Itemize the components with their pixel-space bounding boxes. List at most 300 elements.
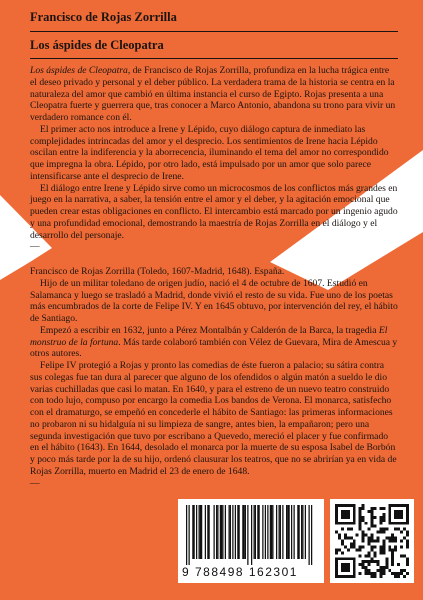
qr-module <box>406 563 409 566</box>
qr-module <box>359 528 362 531</box>
qr-module <box>373 551 376 554</box>
qr-module <box>368 542 371 545</box>
qr-module <box>347 513 350 516</box>
qr-module <box>382 540 385 543</box>
qr-module <box>406 572 409 575</box>
qr-module <box>371 516 374 519</box>
qr-module <box>371 522 374 525</box>
qr-module <box>406 510 409 513</box>
qr-module <box>379 575 382 578</box>
qr-module <box>344 534 347 537</box>
qr-module <box>353 519 356 522</box>
qr-module <box>406 557 409 560</box>
qr-module <box>388 507 391 510</box>
barcode-bar <box>280 505 281 559</box>
qr-module <box>344 513 347 516</box>
summary-section <box>30 65 398 253</box>
qr-module <box>382 519 385 522</box>
qr-module <box>394 545 397 548</box>
qr-module <box>347 548 350 551</box>
biography-section <box>30 266 398 489</box>
divider <box>30 31 398 32</box>
barcode-bar <box>267 505 268 559</box>
qr-module <box>394 537 397 540</box>
qr-module <box>379 522 382 525</box>
barcode-bar <box>192 505 193 559</box>
qr-module <box>403 575 406 578</box>
qr-module <box>368 563 371 566</box>
qr-module <box>382 516 385 519</box>
barcode-bar <box>232 505 233 559</box>
qr-module <box>394 572 397 575</box>
qr-module <box>385 528 388 531</box>
qr-module <box>388 540 391 543</box>
barcode-bar <box>299 505 300 559</box>
qr-module <box>371 545 374 548</box>
barcode-bar <box>242 505 243 559</box>
bio-text: Empezó a escribir en 1632, junto a Pérez Montalbán y Calderón de la Barca, la tragedia <box>40 324 379 336</box>
barcode-bar <box>297 505 298 559</box>
barcode-bar <box>254 505 255 559</box>
barcode-bar <box>272 505 273 559</box>
barcode-bar <box>205 505 206 559</box>
qr-module <box>382 507 385 510</box>
barcode-bar <box>214 505 215 559</box>
bio-paragraph <box>30 325 398 360</box>
barcode-bars <box>186 505 316 565</box>
qr-module <box>362 560 365 563</box>
barcode-bar <box>217 505 218 559</box>
qr-module <box>359 513 362 516</box>
bio-paragraph: Francisco de Rojas Zorrilla (Toledo, 1607-Madrid, 1648). España. <box>30 266 285 277</box>
qr-module <box>388 519 391 522</box>
qr-module <box>397 510 400 513</box>
qr-module <box>365 572 368 575</box>
qr-module <box>338 548 341 551</box>
qr-module <box>406 507 409 510</box>
qr-module <box>400 504 403 507</box>
qr-module <box>403 569 406 572</box>
qr-module <box>373 516 376 519</box>
qr-module <box>373 575 376 578</box>
barcode-bar <box>199 505 200 559</box>
qr-module <box>379 531 382 534</box>
barcode-bar <box>244 505 245 559</box>
qr-module <box>394 575 397 578</box>
qr-module <box>397 504 400 507</box>
qr-module <box>382 566 385 569</box>
qr-module <box>347 516 350 519</box>
qr-module <box>400 572 403 575</box>
barcode-bar <box>189 505 190 565</box>
qr-module <box>353 557 356 560</box>
qr-module <box>382 548 385 551</box>
qr-module <box>394 504 397 507</box>
qr-module <box>406 504 409 507</box>
qr-module <box>350 504 353 507</box>
qr-module <box>376 569 379 572</box>
qr-module <box>359 522 362 525</box>
barcode-bar <box>279 505 280 559</box>
qr-module <box>388 537 391 540</box>
barcode-bar <box>287 505 288 559</box>
qr-module <box>394 540 397 543</box>
qr-module <box>400 510 403 513</box>
qr-module <box>365 566 368 569</box>
qr-module <box>335 510 338 513</box>
qr-module <box>406 534 409 537</box>
qr-module <box>400 569 403 572</box>
barcode-bar <box>209 505 210 559</box>
qr-module <box>353 563 356 566</box>
barcode-bar <box>235 505 236 559</box>
qr-module <box>353 516 356 519</box>
qr-module <box>344 522 347 525</box>
qr-module <box>394 528 397 531</box>
barcode-bar <box>309 505 310 565</box>
qr-module <box>350 557 353 560</box>
qr-module <box>338 537 341 540</box>
qr-module <box>341 566 344 569</box>
qr-module <box>362 519 365 522</box>
qr-module <box>353 513 356 516</box>
qr-module <box>341 542 344 545</box>
qr-module <box>365 569 368 572</box>
qr-module <box>335 572 338 575</box>
qr-module <box>406 545 409 548</box>
qr-module <box>376 537 379 540</box>
qr-module <box>376 531 379 534</box>
qr-module <box>356 548 359 551</box>
qr-module <box>350 575 353 578</box>
qr-module <box>385 537 388 540</box>
barcode-bar <box>229 505 230 559</box>
qr-module <box>385 560 388 563</box>
qr-module <box>376 540 379 543</box>
qr-module <box>400 531 403 534</box>
bio-paragraph: Felipe IV protegió a Rojas y pronto las comedias de éste fueron a palacio; su sátira contra sus colegas fue tan dura al parecer que alguno de los ofendidos o algún matón a sueldo le dio varias cuchilladas que casi lo matan. En 1640, y para el estreno de un nuevo teatro construido con todo lujo, compuso por encargo la comedia Los bandos de Verona. El monarca, satisfecho con el dramaturgo, se empeñó en concederle el hábito de Santiago: las primeras informaciones no probaron ni su hidalguía ni su limpieza de sangre, antes bien, la empañaron; pero una segunda investigación que tuvo por escribano a Quevedo, mereció el placer y fue confirmado en el hábito (1643). En 1644, desolado el monarca por la muerte de su esposa Isabel de Borbón y poco más tarde por la de su hijo, ordenó clausurar los teatros, que no se abrirían ya en vida de Rojas Zorrilla, muerto en Madrid el 23 de enero de 1648. <box>30 360 397 477</box>
qr-module <box>391 554 394 557</box>
qr-module <box>376 563 379 566</box>
qr-module <box>391 548 394 551</box>
barcode-bar <box>239 505 240 559</box>
barcode-bar <box>270 505 271 559</box>
qr-module <box>391 557 394 560</box>
qr-module <box>338 522 341 525</box>
qr-module <box>344 566 347 569</box>
divider <box>30 58 398 59</box>
qr-module <box>344 575 347 578</box>
qr-module <box>397 513 400 516</box>
qr-module <box>403 522 406 525</box>
qr-module <box>397 572 400 575</box>
qr-module <box>353 542 356 545</box>
qr-module <box>347 575 350 578</box>
qr-module <box>391 572 394 575</box>
qr-module <box>353 566 356 569</box>
qr-module <box>371 540 374 543</box>
qr-module <box>371 507 374 510</box>
work-title-italic: El monstruo de la fortuna <box>30 324 388 348</box>
qr-module <box>368 572 371 575</box>
qr-module <box>406 522 409 525</box>
qr-module <box>365 560 368 563</box>
barcode-bar <box>305 505 306 559</box>
qr-module <box>344 557 347 560</box>
qr-module <box>341 569 344 572</box>
codes-area <box>178 499 418 589</box>
qr-module <box>382 528 385 531</box>
qr-module <box>391 537 394 540</box>
qr-module <box>365 522 368 525</box>
qr-module <box>341 516 344 519</box>
dash-separator: — <box>30 477 40 489</box>
qr-module <box>362 534 365 537</box>
qr-module <box>365 534 368 537</box>
qr-module <box>391 551 394 554</box>
qr-module <box>400 554 403 557</box>
qr-module <box>362 516 365 519</box>
qr-module <box>347 537 350 540</box>
qr-module <box>388 548 391 551</box>
barcode-bar <box>311 505 312 565</box>
barcode-bar <box>225 505 226 559</box>
qr-module <box>350 542 353 545</box>
qr-module <box>353 545 356 548</box>
qr-module <box>388 569 391 572</box>
barcode-bar <box>245 505 246 559</box>
qr-module <box>353 569 356 572</box>
qr-module <box>388 516 391 519</box>
isbn-number: 9 788498 162301 <box>182 565 298 579</box>
qr-module <box>362 545 365 548</box>
qr-module <box>359 525 362 528</box>
qr-module <box>400 516 403 519</box>
qr-module <box>385 557 388 560</box>
qr-module <box>359 516 362 519</box>
author-heading: Francisco de Rojas Zorrilla <box>30 10 177 24</box>
qr-module <box>385 563 388 566</box>
qr-module <box>347 566 350 569</box>
qr-module <box>347 557 350 560</box>
qr-module <box>379 551 382 554</box>
qr-module <box>406 516 409 519</box>
qr-module <box>341 551 344 554</box>
barcode-bar <box>186 505 187 565</box>
qr-module <box>406 542 409 545</box>
qr-module <box>341 528 344 531</box>
qr-module <box>382 513 385 516</box>
qr-module <box>403 537 406 540</box>
qr-module <box>368 537 371 540</box>
qr-module <box>362 531 365 534</box>
barcode-bar <box>220 505 221 559</box>
barcode-bar <box>301 505 302 559</box>
qr-module <box>335 569 338 572</box>
qr-module <box>394 516 397 519</box>
qr-module <box>368 551 371 554</box>
qr-module <box>335 522 338 525</box>
summary-paragraph <box>30 65 398 124</box>
qr-module <box>400 545 403 548</box>
summary-paragraph: El diálogo entre Irene y Lépido sirve como un microcosmos de los conflictos más grandes en juego en la narrativa, a saber, la tensión entre el amor y el deber, y la agitación emocional que pueden crear estas obligaciones en conflicto. El intercambio está marcado por un ingenio agudo y una profundidad emocional, demostrando la maestría de Rojas Zorrilla en el diálogo y el desarrollo del personaje. <box>30 182 398 241</box>
qr-module <box>406 519 409 522</box>
qr-module <box>394 548 397 551</box>
qr-module <box>347 528 350 531</box>
qr-module <box>338 557 341 560</box>
qr-module <box>359 572 362 575</box>
barcode-bar <box>200 505 201 559</box>
qr-module <box>368 554 371 557</box>
barcode-bar <box>257 505 258 559</box>
qr-module <box>403 528 406 531</box>
qr-module <box>344 504 347 507</box>
qr-module <box>397 563 400 566</box>
qr-module <box>335 563 338 566</box>
qr-module <box>368 569 371 572</box>
qr-module <box>335 513 338 516</box>
qr-module <box>347 522 350 525</box>
qr-module <box>356 534 359 537</box>
qr-module <box>335 531 338 534</box>
qr-module <box>359 545 362 548</box>
qr-module <box>391 563 394 566</box>
qr-module <box>373 545 376 548</box>
qr-module <box>347 563 350 566</box>
qr-module <box>368 528 371 531</box>
qr-module <box>382 569 385 572</box>
barcode-bar <box>276 505 277 559</box>
qr-module <box>371 519 374 522</box>
qr-module <box>400 540 403 543</box>
barcode-bar <box>262 505 263 559</box>
qr-module <box>353 575 356 578</box>
qr-module <box>362 507 365 510</box>
barcode-bar <box>194 505 195 559</box>
qr-module <box>344 569 347 572</box>
qr-module <box>365 554 368 557</box>
barcode-bar <box>294 505 295 559</box>
qr-module <box>379 507 382 510</box>
qr-module <box>388 510 391 513</box>
qr-module <box>353 522 356 525</box>
qr-module <box>371 534 374 537</box>
qr-module <box>344 516 347 519</box>
qr-module <box>397 522 400 525</box>
qr-module <box>344 537 347 540</box>
qr-module <box>406 560 409 563</box>
qr-module <box>400 522 403 525</box>
qr-module <box>362 540 365 543</box>
qr-module <box>341 510 344 513</box>
qr-module <box>391 560 394 563</box>
qr-module <box>373 540 376 543</box>
barcode-bar <box>207 505 208 559</box>
qr-module <box>394 513 397 516</box>
qr-module <box>353 572 356 575</box>
qr-module <box>403 554 406 557</box>
qr-module <box>368 510 371 513</box>
qr-module <box>379 528 382 531</box>
qr-module <box>359 563 362 566</box>
qr-module <box>379 545 382 548</box>
qr-module <box>359 519 362 522</box>
qr-module <box>394 522 397 525</box>
qr-module <box>350 537 353 540</box>
qr-module <box>388 545 391 548</box>
summary-paragraph: El primer acto nos introduce a Irene y Lépido, cuyo diálogo captura de inmediato las complejidades intrincadas del amor y el desprecio. Los sentimientos de Irene hacia Lépido oscilan entre la indiferencia y la aborrecencia, iluminando el tema del amor no correspondido que impregna la obra. Lépido, por otro lado, está impulsado por un amor que solo parece intensificarse ante el desprecio de Irene. <box>30 123 389 182</box>
isbn-barcode <box>178 499 324 583</box>
qr-module <box>362 563 365 566</box>
qr-module <box>373 560 376 563</box>
barcode-bar <box>216 505 217 559</box>
barcode-bar <box>247 505 248 565</box>
barcode-bar <box>286 505 287 559</box>
qr-module <box>373 507 376 510</box>
qr-module <box>406 531 409 534</box>
qr-module <box>391 504 394 507</box>
back-cover-text <box>30 10 398 489</box>
barcode-bar <box>271 505 272 559</box>
qr-module <box>335 548 338 551</box>
qr-code-pattern <box>335 504 409 578</box>
qr-module <box>382 542 385 545</box>
dash-separator: — <box>30 241 40 253</box>
qr-module <box>353 510 356 513</box>
barcode-bar <box>221 505 222 559</box>
qr-module <box>379 572 382 575</box>
qr-module <box>371 572 374 575</box>
qr-module <box>335 560 338 563</box>
qr-module <box>371 537 374 540</box>
book-title: Los áspides de Cleopatra <box>30 38 164 52</box>
qr-module <box>353 540 356 543</box>
qr-module <box>344 563 347 566</box>
qr-module <box>362 566 365 569</box>
qr-module <box>353 504 356 507</box>
qr-module <box>344 545 347 548</box>
qr-module <box>394 510 397 513</box>
qr-module <box>388 522 391 525</box>
qr-module <box>391 522 394 525</box>
qr-module <box>347 504 350 507</box>
qr-module <box>397 575 400 578</box>
barcode-bar <box>265 505 266 559</box>
qr-module <box>368 560 371 563</box>
qr-module <box>341 575 344 578</box>
barcode-bar <box>230 505 231 559</box>
qr-module <box>335 551 338 554</box>
qr-module <box>359 548 362 551</box>
qr-module <box>371 560 374 563</box>
qr-module <box>341 522 344 525</box>
qr-module <box>338 504 341 507</box>
qr-module <box>353 560 356 563</box>
barcode-bar <box>222 505 223 559</box>
qr-module <box>335 557 338 560</box>
barcode-bar <box>237 505 238 559</box>
qr-module <box>335 507 338 510</box>
qr-module <box>371 548 374 551</box>
qr-module <box>338 575 341 578</box>
qr-module <box>379 519 382 522</box>
barcode-bar <box>196 505 197 559</box>
qr-module <box>335 516 338 519</box>
qr-module <box>347 510 350 513</box>
qr-module <box>382 572 385 575</box>
qr-module <box>341 563 344 566</box>
qr-module <box>371 513 374 516</box>
